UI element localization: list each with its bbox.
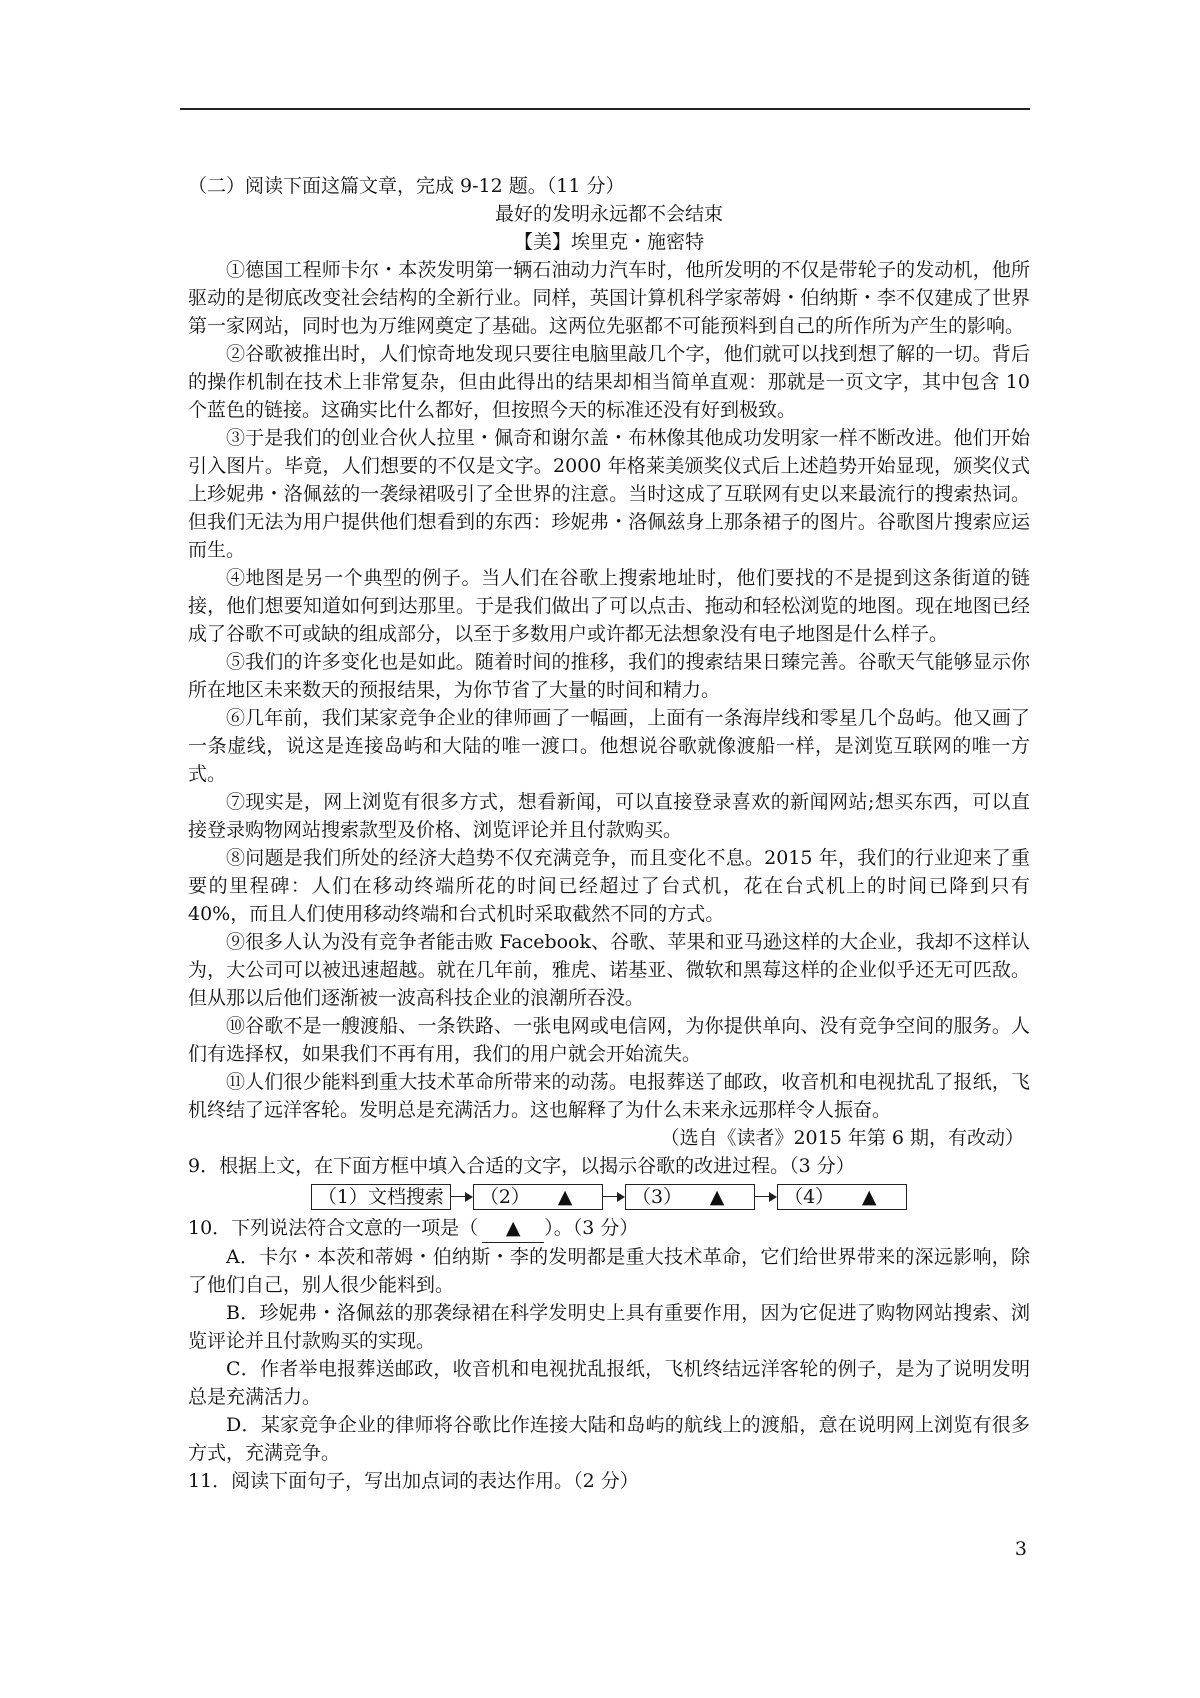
paragraph-10: ⑩谷歌不是一艘渡船、一条铁路、一张电网或电信网，为你提供单向、没有竞争空间的服务。人们有选择权，如果我们不再有用，我们的用户就会开始流失。 [188, 1015, 1030, 1065]
paragraph-6: ⑥几年前，我们某家竞争企业的律师画了一幅画，上面有一条海岸线和零星几个岛屿。他又画了一条虚线，说这是连接岛屿和大陆的唯一渡口。他想说谷歌就像渡船一样，是浏览互联网的唯一方式。 [188, 707, 1030, 785]
document-body [188, 172, 1030, 1495]
flow-box-3 [625, 1184, 755, 1210]
question-9-prompt: 9．根据上文，在下面方框中填入合适的文字，以揭示谷歌的改进过程。（3 分） [188, 1155, 855, 1177]
paragraph-2: ②谷歌被推出时，人们惊奇地发现只要往电脑里敲几个字，他们就可以找到想了解的一切。背后的操作机制在技术上非常复杂，但由此得出的结果却相当简单直观：那就是一页文字，其中包含 10 个蓝色的链接。这确实比什么都好，但按照今天的标准还没有好到极致。 [188, 343, 1030, 421]
flow-box-4-label: （4） [784, 1186, 835, 1208]
paragraph-7: ⑦现实是，网上浏览有很多方式，想看新闻，可以直接登录喜欢的新闻网站;想买东西，可以直接登录购物网站搜索款型及价格、浏览评论并且付款购买。 [188, 791, 1030, 841]
question-9-flowchart [188, 1182, 1030, 1212]
question-10-prompt [188, 1214, 1030, 1243]
page-number: 3 [1014, 1538, 1027, 1560]
paragraph-5: ⑤我们的许多变化也是如此。随着时间的推移，我们的搜索结果日臻完善。谷歌天气能够显示你所在地区未来数天的预报结果，为你节省了大量的时间和精力。 [188, 651, 1030, 701]
flow-box-1 [311, 1184, 451, 1210]
arrow-right-icon [755, 1185, 777, 1209]
option-a: A．卡尔・本茨和蒂姆・伯纳斯・李的发明都是重大技术革命，它们给世界带来的深远影响，除了他们自己，别人很少能料到。 [188, 1246, 1030, 1296]
paragraph-9: ⑨很多人认为没有竞争者能击败 Facebook、谷歌、苹果和亚马逊这样的大企业，我却不这样认为，大公司可以被迅速超越。就在几年前，雅虎、诺基亚、微软和黑莓这样的企业似乎还无可匹敌。但从那以后他们逐渐被一波高科技企业的浪潮所吞没。 [188, 931, 1030, 1009]
flow-box-1-label: （1）文档搜索 [317, 1186, 444, 1208]
flow-box-2 [473, 1184, 603, 1210]
paragraph-3: ③于是我们的创业合伙人拉里・佩奇和谢尔盖・布林像其他成功发明家一样不断改进。他们开始引入图片。毕竟，人们想要的不仅是文字。2000 年格莱美颁奖仪式后上述趋势开始显现，颁奖仪式上珍妮弗・洛佩兹的一袭绿裙吸引了全世界的注意。当时这成了互联网有史以来最流行的搜索热词。但我们无法为用户提供他们想看到的东西：珍妮弗・洛佩兹身上那条裙子的图片。谷歌图片搜索应运而生。 [188, 427, 1030, 561]
question-11-prompt: 11．阅读下面句子，写出加点词的表达作用。（2 分） [188, 1470, 639, 1492]
source-note: （选自《读者》2015 年第 6 期，有改动） [660, 1127, 1024, 1149]
paragraph-4: ④地图是另一个典型的例子。当人们在谷歌上搜索地址时，他们要找的不是提到这条街道的链接，他们想要知道如何到达那里。于是我们做出了可以点击、拖动和轻松浏览的地图。现在地图已经成了谷歌不可或缺的组成部分，以至于多数用户或许都无法想象没有电子地图是什么样子。 [188, 567, 1030, 645]
flow-box-3-label: （3） [632, 1186, 683, 1208]
answer-blank-10[interactable]: ▲ [482, 1214, 544, 1243]
option-b: B．珍妮弗・洛佩兹的那袭绿裙在科学发明史上具有重要作用，因为它促进了购物网站搜索、浏览评论并且付款购买的实现。 [188, 1302, 1030, 1352]
arrow-right-icon [603, 1185, 625, 1209]
article-author: 【美】埃里克・施密特 [513, 231, 704, 253]
section-header: （二）阅读下面这篇文章，完成 9-12 题。（11 分） [188, 175, 625, 197]
paragraph-1: ①德国工程师卡尔・本茨发明第一辆石油动力汽车时，他所发明的不仅是带轮子的发动机，他所驱动的是彻底改变社会结构的全新行业。同样，英国计算机科学家蒂姆・伯纳斯・李不仅建成了世界第一家网站，同时也为万维网奠定了基础。这两位先驱都不可能预料到自己的所作所为产生的影响。 [188, 259, 1030, 337]
answer-blank-3[interactable]: ▲ [686, 1185, 748, 1210]
answer-blank-4[interactable]: ▲ [838, 1185, 900, 1210]
question-10-text-after: ）。（3 分） [544, 1217, 639, 1239]
arrow-right-icon [451, 1185, 473, 1209]
paragraph-11: ⑪人们很少能料到重大技术革命所带来的动荡。电报葬送了邮政，收音机和电视扰乱了报纸，飞机终结了远洋客轮。发明总是充满活力。这也解释了为什么未来永远那样令人振奋。 [188, 1071, 1030, 1121]
paragraph-8: ⑧问题是我们所处的经济大趋势不仅充满竞争，而且变化不息。2015 年，我们的行业迎来了重要的里程碑：人们在移动终端所花的时间已经超过了台式机，花在台式机上的时间已降到只有 40%，而且人们使用移动终端和台式机时采取截然不同的方式。 [188, 847, 1030, 925]
header-rule [180, 108, 1030, 110]
option-c: C．作者举电报葬送邮政，收音机和电视扰乱报纸，飞机终结远洋客轮的例子，是为了说明发明总是充满活力。 [188, 1358, 1030, 1408]
article-title: 最好的发明永远都不会结束 [494, 203, 723, 225]
flow-box-4 [777, 1184, 907, 1210]
flow-box-2-label: （2） [479, 1186, 530, 1208]
answer-blank-2[interactable]: ▲ [534, 1185, 596, 1210]
question-10-text-before: 10．下列说法符合文意的一项是（ [188, 1217, 479, 1239]
option-d: D．某家竞争企业的律师将谷歌比作连接大陆和岛屿的航线上的渡船，意在说明网上浏览有很多方式，充满竞争。 [188, 1414, 1030, 1464]
